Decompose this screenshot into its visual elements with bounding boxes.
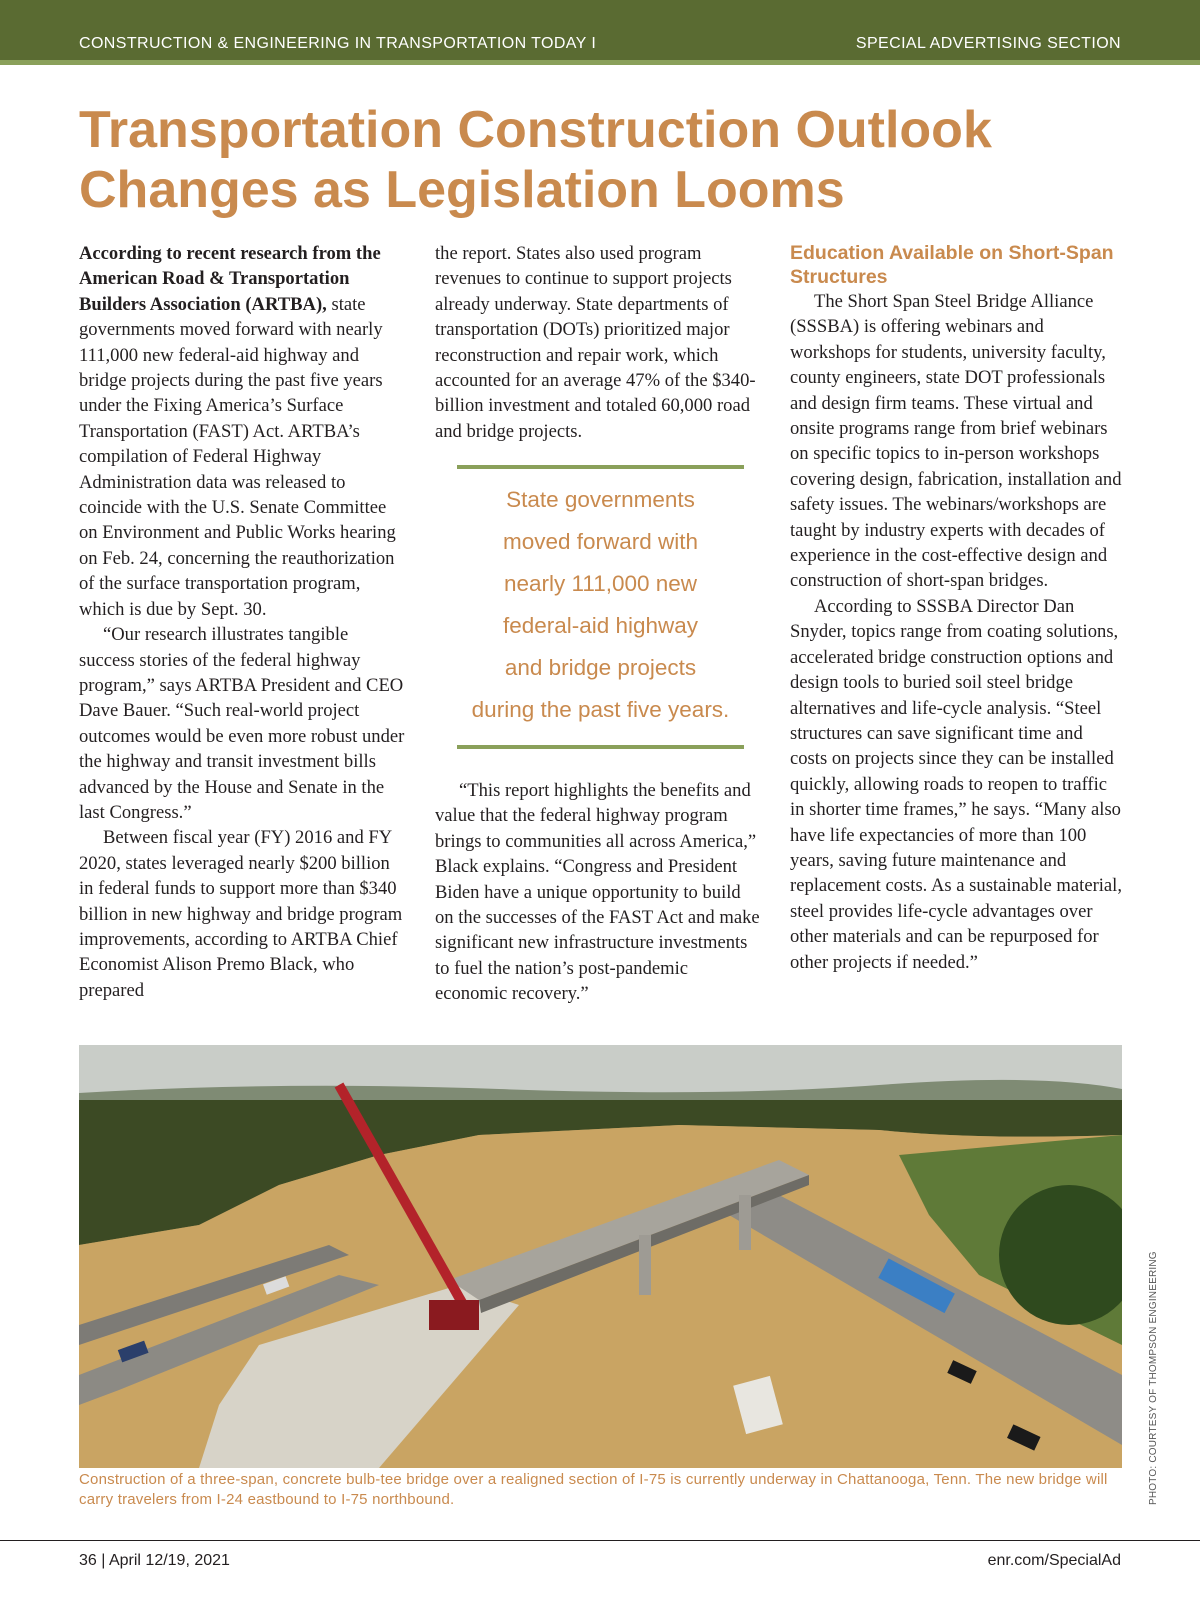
article-column-1 (79, 241, 407, 1003)
col1-paragraph-1 (79, 241, 407, 622)
header-bar (0, 0, 1200, 65)
pull-quote-line: during the past five years. (471, 697, 730, 722)
pull-quote-line: moved forward with (502, 529, 699, 554)
footer-url: enr.com/SpecialAd (987, 1552, 1121, 1569)
photo-credit: PHOTO: COURTESY OF THOMPSON ENGINEERING (1148, 1251, 1159, 1505)
headline-line-1: Transportation Construction Outlook (79, 101, 992, 159)
pull-quote-line: nearly 111,000 new (503, 571, 698, 596)
article-column-2 (435, 241, 763, 444)
col3-paragraph-2: According to SSSBA Director Dan Snyder, topics range from coating solutions, accelerated bridge construction options and design tools to buried soil steel bridge alternatives and life-cycle analysis. “Steel structures can save significant time and costs on projects since they can be installed quickly, allowing roads to reopen to traffic in shorter time frames,” he says. “Many also have life expectancies of more than 100 years, saving future maintenance and replacement costs. As a sustainable material, steel provides life-cycle advantages over other materials and can be repurposed for other projects if needed.” (790, 595, 1122, 973)
photo-caption: Construction of a three-span, concrete bulb-tee bridge over a realigned section of I-75 is currently underway in Chattanooga, Tenn. The new bridge will carry travelers from I-24 eastbound to I-75 northbound. (79, 1471, 1108, 1508)
pull-quote-line: federal-aid highway (502, 613, 699, 638)
article-column-2-lower (435, 778, 763, 1007)
bridge-construction-photo (79, 1045, 1122, 1468)
col1-paragraph-1-text: state governments moved forward with nearly 111,000 new federal-aid highway and bridge projects during the past five years under the Fixing America’s Surface Transportation (FAST) Act. ARTBA’s compilation of Federal Highway Administration data was released to coincide with the U.S. Senate Committee on Environment and Public Works hearing on Feb. 24, concerning the reauthorization of the surface transportation program, which is due by Sept. 30. (79, 293, 396, 620)
col2-paragraph-2: “This report highlights the benefits and value that the federal highway program brings to communities all across America,” Black explains. “Congress and President Biden have a unique opportunity to build on the successes of the FAST Act and make significant new infrastructure investments to fuel the nation’s post-pandemic economic recovery.” (435, 780, 760, 1005)
article-headline (79, 100, 1139, 220)
publication-section-title: CONSTRUCTION & ENGINEERING IN TRANSPORTATION TODAY I (79, 35, 597, 52)
section-subhead: Education Available on Short-Span Structures (790, 242, 1114, 288)
pull-quote (457, 465, 744, 749)
headline-line-2: Changes as Legislation Looms (79, 161, 845, 219)
article-column-3 (790, 241, 1122, 975)
pull-quote-line: and bridge projects (504, 655, 697, 680)
pull-quote-line: State governments (506, 487, 695, 512)
lead-in-bold: According to recent research from the American Road & Transportation Builders Association (ARTBA), (79, 243, 381, 315)
col1-paragraph-3: Between fiscal year (FY) 2016 and FY 2020, states leveraged nearly $200 billion in federal funds to support more than $340 billion in new highway and bridge program improvements, according to ARTBA Chief Economist Alison Premo Black, who prepared (79, 827, 403, 1001)
col3-paragraph-1: The Short Span Steel Bridge Alliance (SSSBA) is offering webinars and workshops for students, university faculty, county engineers, state DOT professionals and design firm teams. These virtual and onsite programs range from brief webinars on specific topics to in-person workshops covering design, fabrication, installation and safety issues. The webinars/workshops are taught by industry experts with decades of experience in the cost-effective design and construction of short-span bridges. (790, 291, 1122, 592)
col1-paragraph-2: “Our research illustrates tangible success stories of the federal highway program,” says ARTBA President and CEO Dave Bauer. “Such real-world project outcomes would be even more robust under the highway and transit investment bills advanced by the House and Senate in the last Congress.” (79, 624, 405, 823)
col2-paragraph-1: the report. States also used program revenues to continue to support projects already underway. State departments of transportation (DOTs) prioritized major reconstruction and repair work, which accounted for an average 47% of the $340-billion investment and totaled 60,000 road and bridge projects. (435, 243, 756, 442)
footer-divider (0, 1540, 1200, 1541)
page-number-date: 36 | April 12/19, 2021 (79, 1552, 230, 1569)
special-advertising-label: SPECIAL ADVERTISING SECTION (855, 35, 1121, 52)
